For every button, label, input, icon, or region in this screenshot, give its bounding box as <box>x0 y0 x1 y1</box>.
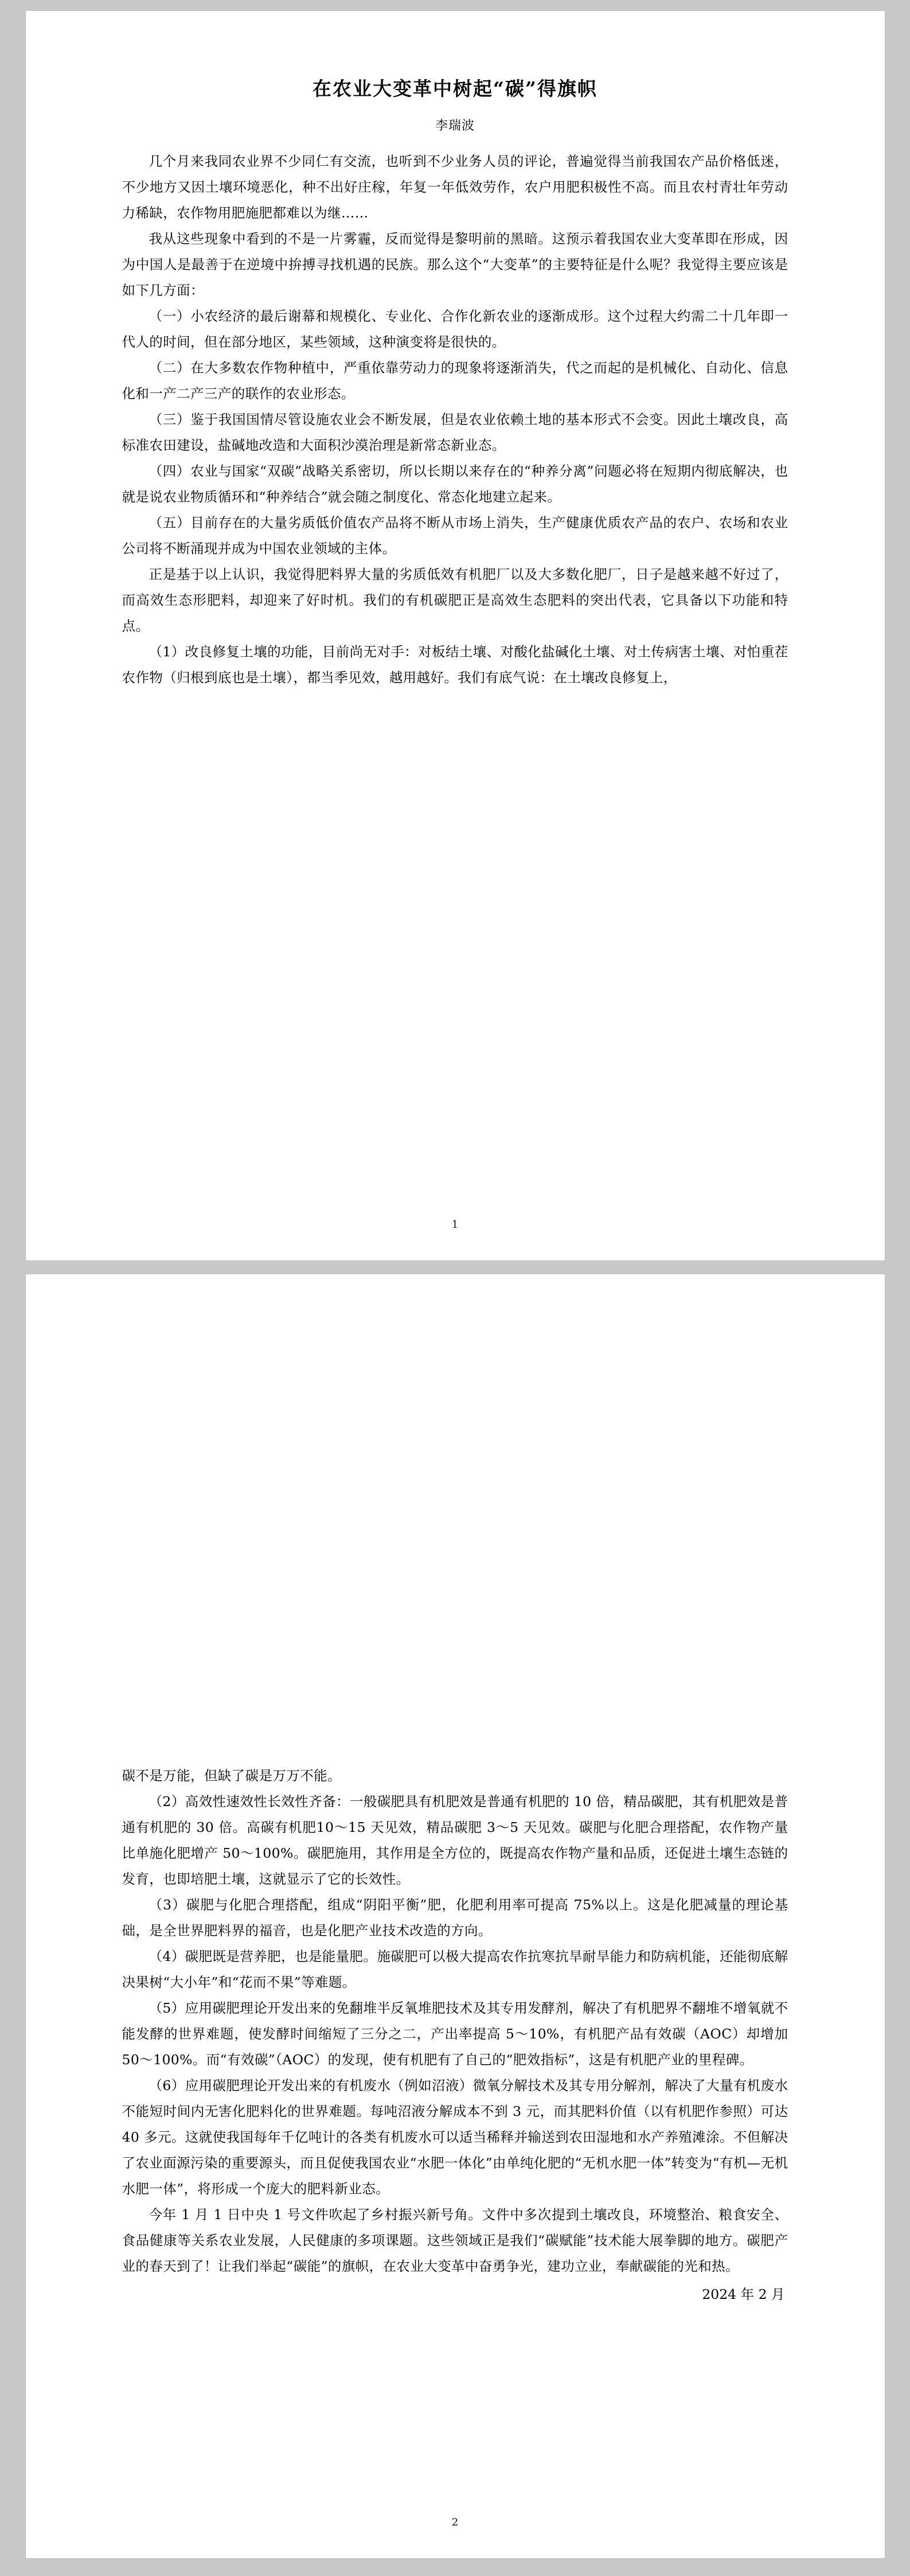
paragraph: （6）应用碳肥理论开发出来的有机废水（例如沼液）微氧分解技术及其专用分解剂，解决了大量有机废水不能短时间内无害化肥料化的世界难题。每吨沼液分解成本不到 3 元，而其肥料价值（以有机肥作参照）可达 40 多元。这就使我国每年千亿吨计的各类有机废水可以适当稀释并输送到农田湿地和水产养殖滩涂。不但解决了农业面源污染的重要源头，而且促使我国农业“水肥一体化”由单纯化肥的“无机水肥一体”转变为“有机—无机水肥一体”，将形成一个庞大的肥料新业态。 <box>122 2077 788 2197</box>
document-page-2 <box>25 1274 885 2559</box>
document-signature: 2024 年 2 月 <box>702 2286 785 2302</box>
paragraph: （2）高效性速效性长效性齐备：一般碳肥具有机肥效是普通有机肥的 10 倍，精品碳肥，其有机肥效是普通有机肥的 30 倍。高碳有机肥10～15 天见效，精品碳肥 3～5 天见效。碳肥与化肥合理搭配，农作物产量比单施化肥增产 50～100%。碳肥施用，其作用是全方位的，既提高农作物产量和品质，还促进土壤生态链的发育，也即培肥土壤，这就显示了它的长效性。 <box>122 1793 788 1887</box>
paragraph: （四）农业与国家“双碳”战略关系密切，所以长期以来存在的“种养分离”问题必将在短期内彻底解决，也就是说农业物质循环和“种养结合”就会随之制度化、常态化地建立起来。 <box>122 463 788 505</box>
paragraph: 正是基于以上认识，我觉得肥料界大量的劣质低效有机肥厂以及大多数化肥厂，日子是越来越不好过了，而高效生态形肥料，却迎来了好时机。我们的有机碳肥正是高效生态肥料的突出代表，它具备以下功能和特点。 <box>122 566 788 634</box>
paragraph: （5）应用碳肥理论开发出来的免翻堆半反氧堆肥技术及其专用发酵剂，解决了有机肥界不翻堆不增氧就不能发酵的世界难题，使发酵时间缩短了三分之二，产出率提高 5～10%，有机肥产品有效碳（AOC）却增加 50～100%。而“有效碳”（AOC）的发现，使有机肥有了自己的“肥效指标”，这是有机肥产业的里程碑。 <box>122 2000 788 2068</box>
paragraph: （3）碳肥与化肥合理搭配，组成“阴阳平衡”肥，化肥利用率可提高 75%以上。这是化肥减量的理论基础，是全世界肥料界的福音，也是化肥产业技术改造的方向。 <box>122 1897 788 1939</box>
paragraph: （五）目前存在的大量劣质低价值农产品将不断从市场上消失，生产健康优质农产品的农户、农场和农业公司将不断涌现并成为中国农业领域的主体。 <box>122 515 788 557</box>
document-page-1 <box>25 10 885 1261</box>
paragraph: （1）改良修复土壤的功能，目前尚无对手：对板结土壤、对酸化盐碱化土壤、对土传病害土壤、对怕重茬农作物（归根到底也是土壤），都当季见效，越用越好。我们有底气说：在土壤改良修复上， <box>122 644 788 686</box>
paragraph: （4）碳肥既是营养肥，也是能量肥。施碳肥可以极大提高农作抗寒抗旱耐旱能力和防病机能，还能彻底解决果树“大小年”和“花而不果”等难题。 <box>122 1948 788 1990</box>
page-number: 1 <box>451 1219 459 1231</box>
document-author: 李瑞波 <box>435 119 475 133</box>
paragraph: 我从这些现象中看到的不是一片雾霾，反而觉得是黎明前的黑暗。这预示着我国农业大变革即在形成，因为中国人是最善于在逆境中拚搏寻找机遇的民族。那么这个“大变革”的主要特征是什么呢？我觉得主要应该是如下几方面： <box>122 231 788 298</box>
page-number: 2 <box>451 2516 459 2528</box>
paragraph: 今年 1 月 1 日中央 1 号文件吹起了乡村振兴新号角。文件中多次提到土壤改良，环境整治、粮食安全、食品健康等关系农业发展，人民健康的多项课题。这些领域正是我们“碳赋能”技术能大展拳脚的地方。碳肥产业的春天到了！让我们举起“碳能”的旗帜，在农业大变革中奋勇争光，建功立业，奉献碳能的光和热。 <box>122 2207 788 2274</box>
paragraph: 几个月来我同农业界不少同仁有交流，也听到不少业务人员的评论，普遍觉得当前我国农产品价格低迷，不少地方又因土壤环境恶化，种不出好庄稼，年复一年低效劳作，农户用肥积极性不高。而且农村青壮年劳动力稀缺，农作物用肥施肥都难以为继…… <box>122 153 788 221</box>
paragraph: （一）小农经济的最后谢幕和规模化、专业化、合作化新农业的逐渐成形。这个过程大约需二十几年即一代人的时间，但在部分地区，某些领域，这种演变将是很快的。 <box>122 308 788 350</box>
paragraph: 碳不是万能，但缺了碳是万万不能。 <box>122 1768 341 1784</box>
page-top-spacer <box>122 1327 788 1763</box>
paragraph: （二）在大多数农作物种植中，严重依靠劳动力的现象将逐渐消失，代之而起的是机械化、自动化、信息化和一产二产三产的联作的农业形态。 <box>122 360 788 402</box>
page-title: 在农业大变革中树起“碳”得旗帜 <box>313 77 597 100</box>
paragraph: （三）鉴于我国国情尽管设施农业会不断发展，但是农业依赖土地的基本形式不会变。因此土壤改良，高标准农田建设，盐碱地改造和大面积沙漠治理是新常态新业态。 <box>122 411 788 453</box>
